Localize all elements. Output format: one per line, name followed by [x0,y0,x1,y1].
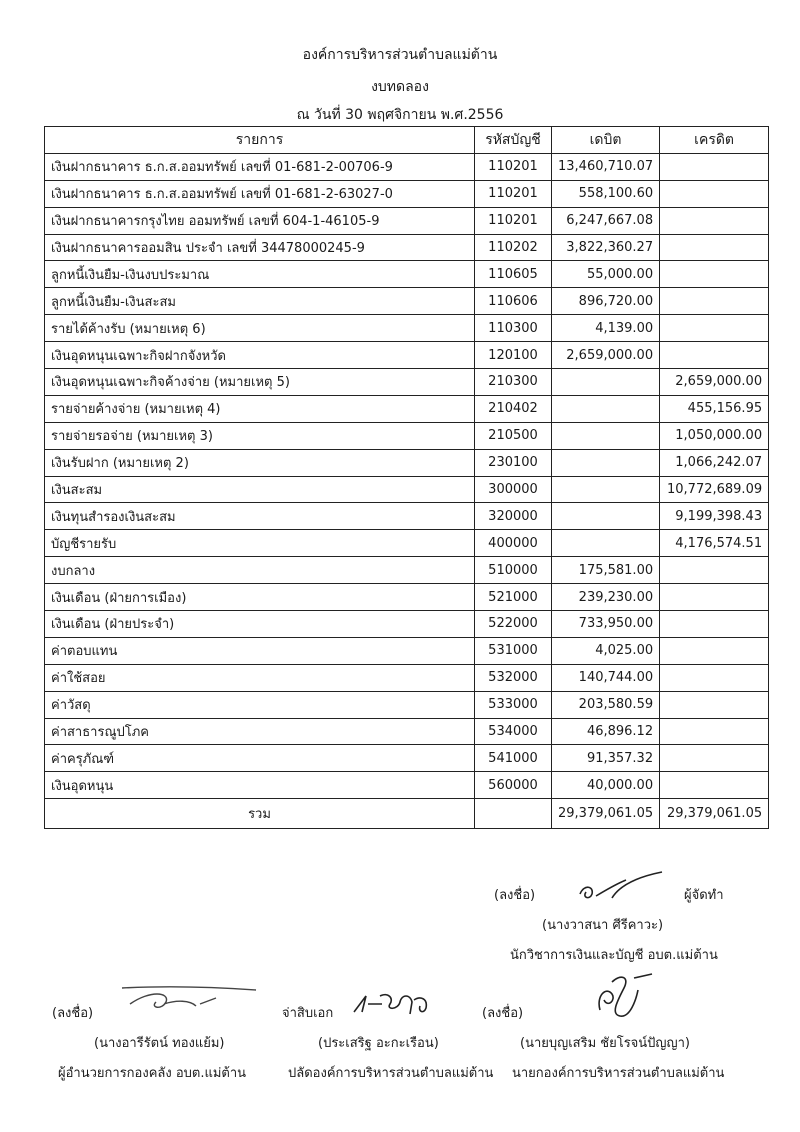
row-credit [660,207,769,234]
preparer-name: (นางวาสนา ศีรีคาวะ) [542,918,664,933]
table-row [45,288,769,315]
row-credit [660,584,769,611]
row-code: 320000 [475,503,552,530]
chief-position: นายกองค์การบริหารส่วนตำบลแม่ต้าน [512,1066,725,1081]
row-code: 230100 [475,449,552,476]
document-date: ณ วันที่ 30 พฤศจิกายน พ.ศ.2556 [296,107,504,123]
row-debit: 4,139.00 [552,315,660,342]
row-item: เงินสะสม [45,476,475,503]
row-credit [660,691,769,718]
preparer-signature [572,870,672,906]
row-debit: 6,247,667.08 [552,207,660,234]
row-item: เงินรับฝาก (หมายเหตุ 2) [45,449,475,476]
row-credit: 9,199,398.43 [660,503,769,530]
row-debit: 558,100.60 [552,180,660,207]
preparer-position: นักวิชาการเงินและบัญชี อบต.แม่ต้าน [510,948,718,963]
row-item: บัญชีรายรับ [45,530,475,557]
total-debit: 29,379,061.05 [552,799,660,829]
row-debit: 733,950.00 [552,611,660,638]
table-row [45,772,769,799]
row-debit [552,530,660,557]
row-credit [660,718,769,745]
document-title: งบทดลอง [371,79,429,95]
row-debit: 203,580.59 [552,691,660,718]
row-debit: 140,744.00 [552,664,660,691]
row-code: 110605 [475,261,552,288]
row-credit [660,315,769,342]
table-row [45,611,769,638]
row-debit [552,395,660,422]
row-item: เงินอุดหนุน [45,772,475,799]
row-debit: 40,000.00 [552,772,660,799]
row-credit [660,745,769,772]
row-code: 541000 [475,745,552,772]
row-debit: 239,230.00 [552,584,660,611]
row-debit: 3,822,360.27 [552,234,660,261]
table-row [45,637,769,664]
row-debit: 91,357.32 [552,745,660,772]
row-item: เงินฝากธนาคารออมสิน ประจำ เลขที่ 34478000245-9 [45,234,475,261]
table-row [45,369,769,396]
row-code: 110606 [475,288,552,315]
table-row [45,234,769,261]
row-credit: 4,176,574.51 [660,530,769,557]
row-code: 533000 [475,691,552,718]
finance-director-sign-label: (ลงชื่อ) [52,1006,94,1021]
organization-name: องค์การบริหารส่วนตำบลแม่ต้าน [302,47,498,63]
table-row [45,584,769,611]
row-credit [660,288,769,315]
deputy-rank: จ่าสิบเอก [282,1006,334,1021]
row-item: เงินเดือน (ฝ่ายประจำ) [45,611,475,638]
deputy-signature [348,988,438,1018]
preparer-role: ผู้จัดทำ [684,888,724,903]
row-credit: 1,050,000.00 [660,422,769,449]
row-code: 560000 [475,772,552,799]
finance-director-position: ผู้อำนวยการกองคลัง อบต.แม่ต้าน [58,1066,247,1081]
deputy-name: (ประเสริฐ อะกะเรือน) [318,1036,439,1051]
total-label: รวม [45,799,475,829]
column-header-item: รายการ [45,127,475,154]
row-code: 110201 [475,180,552,207]
table-row [45,180,769,207]
row-item: เงินฝากธนาคาร ธ.ก.ส.ออมทรัพย์ เลขที่ 01-681-2-00706-9 [45,153,475,180]
row-code: 110201 [475,207,552,234]
table-row [45,315,769,342]
row-debit: 2,659,000.00 [552,342,660,369]
table-row [45,718,769,745]
row-debit [552,422,660,449]
row-item: ค่าใช้สอย [45,664,475,691]
row-code: 110201 [475,153,552,180]
table-row [45,530,769,557]
row-credit: 10,772,689.09 [660,476,769,503]
table-row [45,503,769,530]
row-item: เงินอุดหนุนเฉพาะกิจฝากจังหวัด [45,342,475,369]
row-code: 400000 [475,530,552,557]
row-credit [660,261,769,288]
row-credit [660,664,769,691]
row-debit [552,503,660,530]
row-credit: 455,156.95 [660,395,769,422]
chief-name: (นายบุญเสริม ชัยโรจน์ปัญญา) [520,1036,690,1051]
row-credit [660,180,769,207]
chief-sign-label: (ลงชื่อ) [482,1006,524,1021]
row-code: 210300 [475,369,552,396]
row-credit [660,611,769,638]
table-row [45,745,769,772]
table-body [45,153,769,798]
table-row [45,207,769,234]
table-row [45,664,769,691]
row-debit: 55,000.00 [552,261,660,288]
row-credit [660,153,769,180]
chief-signature [590,970,660,1020]
table-row [45,449,769,476]
row-debit: 896,720.00 [552,288,660,315]
trial-balance-table [44,126,769,829]
row-code: 110202 [475,234,552,261]
row-debit [552,449,660,476]
row-item: รายจ่ายค้างจ่าย (หมายเหตุ 4) [45,395,475,422]
table-row [45,557,769,584]
row-credit: 2,659,000.00 [660,369,769,396]
row-debit [552,476,660,503]
row-debit: 13,460,710.07 [552,153,660,180]
row-item: ค่าตอบแทน [45,637,475,664]
preparer-sign-label: (ลงชื่อ) [494,888,536,903]
row-credit [660,637,769,664]
table-row [45,261,769,288]
row-code: 300000 [475,476,552,503]
row-item: งบกลาง [45,557,475,584]
row-item: เงินอุดหนุนเฉพาะกิจค้างจ่าย (หมายเหตุ 5) [45,369,475,396]
finance-director-signature [120,984,260,1014]
table-row [45,476,769,503]
row-item: รายจ่ายรอจ่าย (หมายเหตุ 3) [45,422,475,449]
row-item: ลูกหนี้เงินยืม-เงินงบประมาณ [45,261,475,288]
table-row [45,153,769,180]
finance-director-name: (นางอารีรัตน์ ทองแย้ม) [94,1036,225,1051]
table-row [45,395,769,422]
row-item: รายได้ค้างรับ (หมายเหตุ 6) [45,315,475,342]
row-item: เงินเดือน (ฝ่ายการเมือง) [45,584,475,611]
row-item: ค่าครุภัณฑ์ [45,745,475,772]
row-credit [660,772,769,799]
row-code: 110300 [475,315,552,342]
row-item: เงินทุนสำรองเงินสะสม [45,503,475,530]
row-debit: 4,025.00 [552,637,660,664]
row-code: 210402 [475,395,552,422]
row-debit [552,369,660,396]
row-debit: 46,896.12 [552,718,660,745]
total-credit: 29,379,061.05 [660,799,769,829]
row-item: ลูกหนี้เงินยืม-เงินสะสม [45,288,475,315]
row-code: 521000 [475,584,552,611]
table-row [45,691,769,718]
row-code: 510000 [475,557,552,584]
deputy-position: ปลัดองค์การบริหารส่วนตำบลแม่ต้าน [288,1066,494,1081]
row-code: 522000 [475,611,552,638]
column-header-debit: เดบิต [552,127,660,154]
row-code: 534000 [475,718,552,745]
row-item: เงินฝากธนาคารกรุงไทย ออมทรัพย์ เลขที่ 604-1-46105-9 [45,207,475,234]
row-credit [660,234,769,261]
row-item: ค่าวัสดุ [45,691,475,718]
column-header-code: รหัสบัญชี [475,127,552,154]
row-code: 120100 [475,342,552,369]
table-row [45,422,769,449]
row-item: เงินฝากธนาคาร ธ.ก.ส.ออมทรัพย์ เลขที่ 01-681-2-63027-0 [45,180,475,207]
row-credit [660,557,769,584]
total-code-cell [475,799,552,829]
row-debit: 175,581.00 [552,557,660,584]
row-code: 210500 [475,422,552,449]
row-item: ค่าสาธารณูปโภค [45,718,475,745]
row-credit [660,342,769,369]
row-code: 531000 [475,637,552,664]
row-credit: 1,066,242.07 [660,449,769,476]
table-row [45,342,769,369]
total-row [45,799,769,829]
table-header-row [45,127,769,154]
row-code: 532000 [475,664,552,691]
column-header-credit: เครดิต [660,127,769,154]
